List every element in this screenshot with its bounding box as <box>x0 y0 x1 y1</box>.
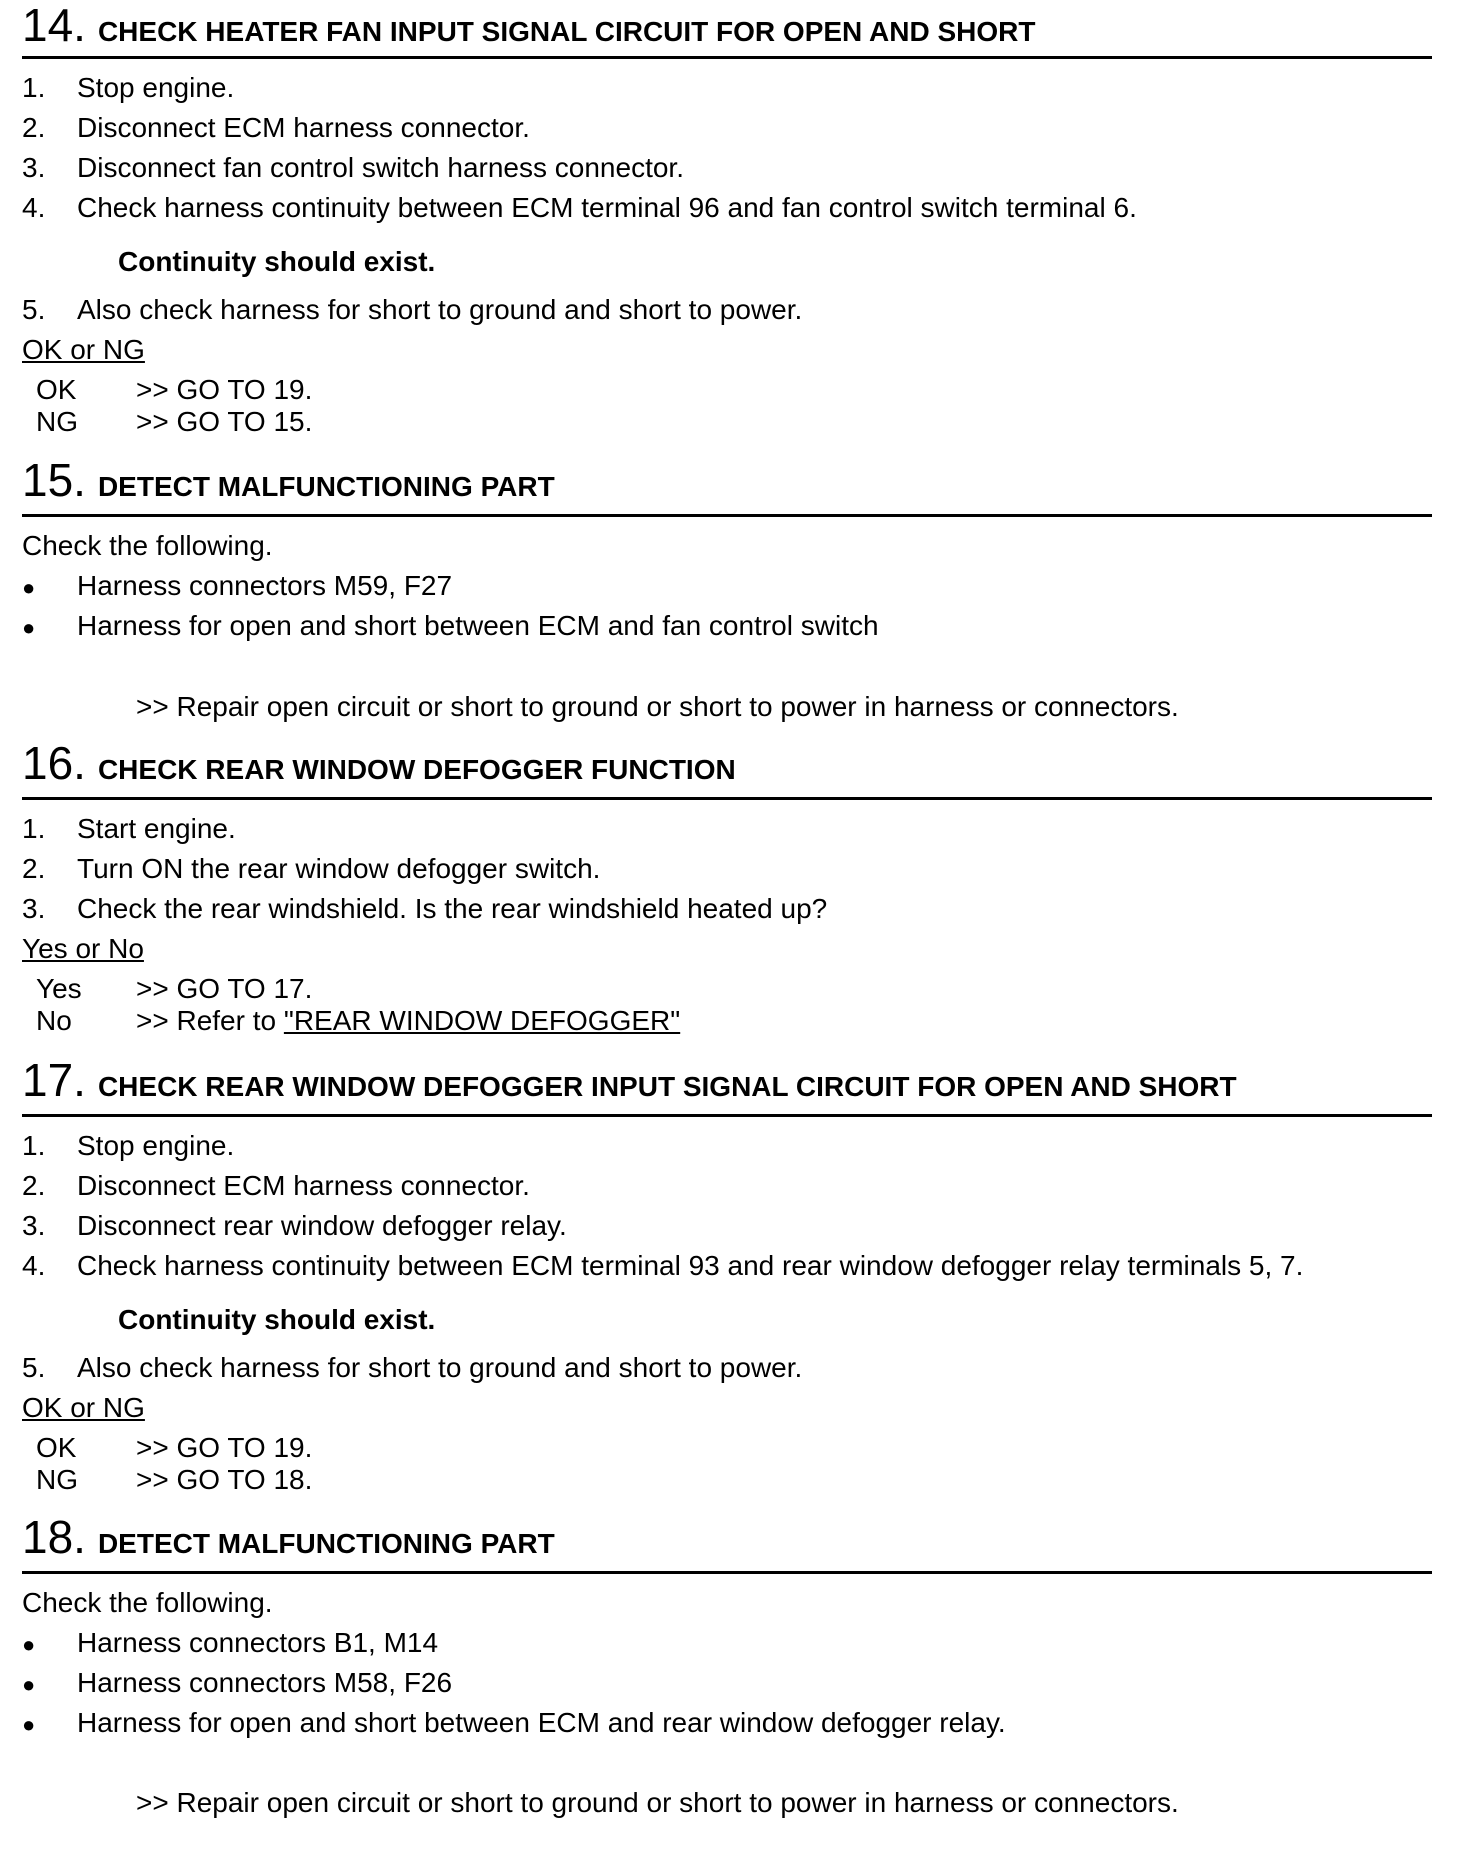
step-17-note: Continuity should exist. <box>118 1304 436 1335</box>
step-title: DETECT MALFUNCTIONING PART <box>97 1528 555 1559</box>
bullet-text: Harness for open and short between ECM and fan control switch <box>77 610 879 641</box>
step-14-item-1 <box>22 72 234 104</box>
step-18-bullet-3 <box>22 1707 1006 1741</box>
step-15-action: >> Repair open circuit or short to ground or short to power in harness or connectors. <box>136 691 1179 722</box>
item-text: Disconnect ECM harness connector. <box>77 112 530 143</box>
bullet-icon: ● <box>22 1672 36 1697</box>
bullet-icon: ● <box>22 575 36 600</box>
item-text: Start engine. <box>77 813 236 844</box>
step-16-result-yes <box>36 973 312 1005</box>
item-number: 2. <box>22 853 46 884</box>
step-17-item-4 <box>22 1250 1303 1282</box>
item-text: Check harness continuity between ECM terminal 96 and fan control switch terminal 6. <box>77 192 1137 223</box>
step-16-result-no <box>36 1005 680 1037</box>
step-title: CHECK REAR WINDOW DEFOGGER INPUT SIGNAL CIRCUIT FOR OPEN AND SHORT <box>97 1071 1237 1102</box>
bullet-text: Harness connectors M58, F26 <box>77 1667 453 1698</box>
item-text: Also check harness for short to ground and short to power. <box>77 294 803 325</box>
step-17-result-label: OK or NG <box>22 1392 145 1423</box>
step-title: CHECK HEATER FAN INPUT SIGNAL CIRCUIT FOR OPEN AND SHORT <box>97 16 1036 47</box>
step-16-item-2 <box>22 853 600 885</box>
bullet-icon: ● <box>22 615 36 640</box>
result-value: >> GO TO 18. <box>136 1464 313 1495</box>
bullet-text: Harness connectors B1, M14 <box>77 1627 439 1658</box>
step-14-item-4 <box>22 192 1137 224</box>
step-14-note: Continuity should exist. <box>118 246 436 277</box>
step-17-heading <box>22 1054 1432 1106</box>
step-18-action: >> Repair open circuit or short to ground or short to power in harness or connectors. <box>136 1787 1179 1818</box>
item-text: Also check harness for short to ground and short to power. <box>77 1352 803 1383</box>
result-key: NG <box>36 406 78 437</box>
step-15-heading <box>22 454 1432 506</box>
result-key: OK <box>36 374 77 405</box>
item-number: 3. <box>22 893 46 924</box>
result-key: Yes <box>36 973 82 1004</box>
section-divider <box>22 797 1432 800</box>
section-divider <box>22 56 1432 59</box>
item-text: Check the rear windshield. Is the rear windshield heated up? <box>77 893 828 924</box>
step-14-result-ng <box>36 406 312 438</box>
result-value: >> GO TO 15. <box>136 406 313 437</box>
result-key: OK <box>36 1432 77 1463</box>
step-15-bullet-1 <box>22 570 452 604</box>
result-value: >> GO TO 17. <box>136 973 313 1004</box>
step-18-bullet-1 <box>22 1627 438 1661</box>
item-number: 5. <box>22 1352 46 1383</box>
item-text: Stop engine. <box>77 1130 235 1161</box>
step-number: 16. <box>22 737 86 789</box>
item-text: Turn ON the rear window defogger switch. <box>77 853 601 884</box>
step-number: 14. <box>22 0 86 51</box>
item-number: 1. <box>22 813 46 844</box>
item-text: Disconnect rear window defogger relay. <box>77 1210 567 1241</box>
step-14-item-2 <box>22 112 530 144</box>
step-16-result-label: Yes or No <box>22 933 144 964</box>
section-divider <box>22 1571 1432 1574</box>
bullet-icon: ● <box>22 1632 36 1657</box>
item-number: 4. <box>22 1250 46 1281</box>
item-number: 4. <box>22 192 46 223</box>
step-17-item-2 <box>22 1170 530 1202</box>
item-number: 2. <box>22 112 46 143</box>
step-15-intro: Check the following. <box>22 530 273 561</box>
result-key: No <box>36 1005 72 1036</box>
bullet-text: Harness connectors M59, F27 <box>77 570 453 601</box>
item-text: Stop engine. <box>77 72 235 103</box>
step-17-item-5 <box>22 1352 802 1384</box>
section-divider <box>22 1114 1432 1117</box>
item-text: Disconnect ECM harness connector. <box>77 1170 530 1201</box>
step-14-item-5 <box>22 294 802 326</box>
item-text: Check harness continuity between ECM terminal 93 and rear window defogger relay terminals 5, 7. <box>77 1250 1304 1281</box>
step-16-item-3 <box>22 893 827 925</box>
bullet-icon: ● <box>22 1712 36 1737</box>
step-17-result-ng <box>36 1464 312 1496</box>
item-number: 1. <box>22 1130 46 1161</box>
result-value: >> GO TO 19. <box>136 1432 313 1463</box>
item-number: 5. <box>22 294 46 325</box>
item-number: 2. <box>22 1170 46 1201</box>
step-15-bullet-2 <box>22 610 879 644</box>
step-17-result-ok <box>36 1432 312 1464</box>
step-18-heading <box>22 1511 1432 1563</box>
section-divider <box>22 514 1432 517</box>
item-number: 3. <box>22 1210 46 1241</box>
item-number: 1. <box>22 72 46 103</box>
step-17-item-3 <box>22 1210 567 1242</box>
step-14-item-3 <box>22 152 684 184</box>
step-number: 15. <box>22 454 86 506</box>
rear-window-defogger-link[interactable]: "REAR WINDOW DEFOGGER" <box>283 1005 681 1036</box>
step-title: CHECK REAR WINDOW DEFOGGER FUNCTION <box>97 754 736 785</box>
result-value: >> GO TO 19. <box>136 374 313 405</box>
step-14-result-label: OK or NG <box>22 334 145 365</box>
step-17-item-1 <box>22 1130 234 1162</box>
bullet-text: Harness for open and short between ECM and rear window defogger relay. <box>77 1707 1006 1738</box>
item-text: Disconnect fan control switch harness connector. <box>77 152 684 183</box>
step-14-heading <box>22 0 1432 51</box>
step-14-result-ok <box>36 374 312 406</box>
step-title: DETECT MALFUNCTIONING PART <box>97 471 555 502</box>
item-number: 3. <box>22 152 46 183</box>
result-value: >> Refer to <box>136 1005 284 1036</box>
step-16-heading <box>22 737 1432 789</box>
step-number: 17. <box>22 1054 86 1106</box>
step-18-intro: Check the following. <box>22 1587 273 1618</box>
step-number: 18. <box>22 1511 86 1563</box>
result-key: NG <box>36 1464 78 1495</box>
step-18-bullet-2 <box>22 1667 452 1701</box>
step-16-item-1 <box>22 813 236 845</box>
